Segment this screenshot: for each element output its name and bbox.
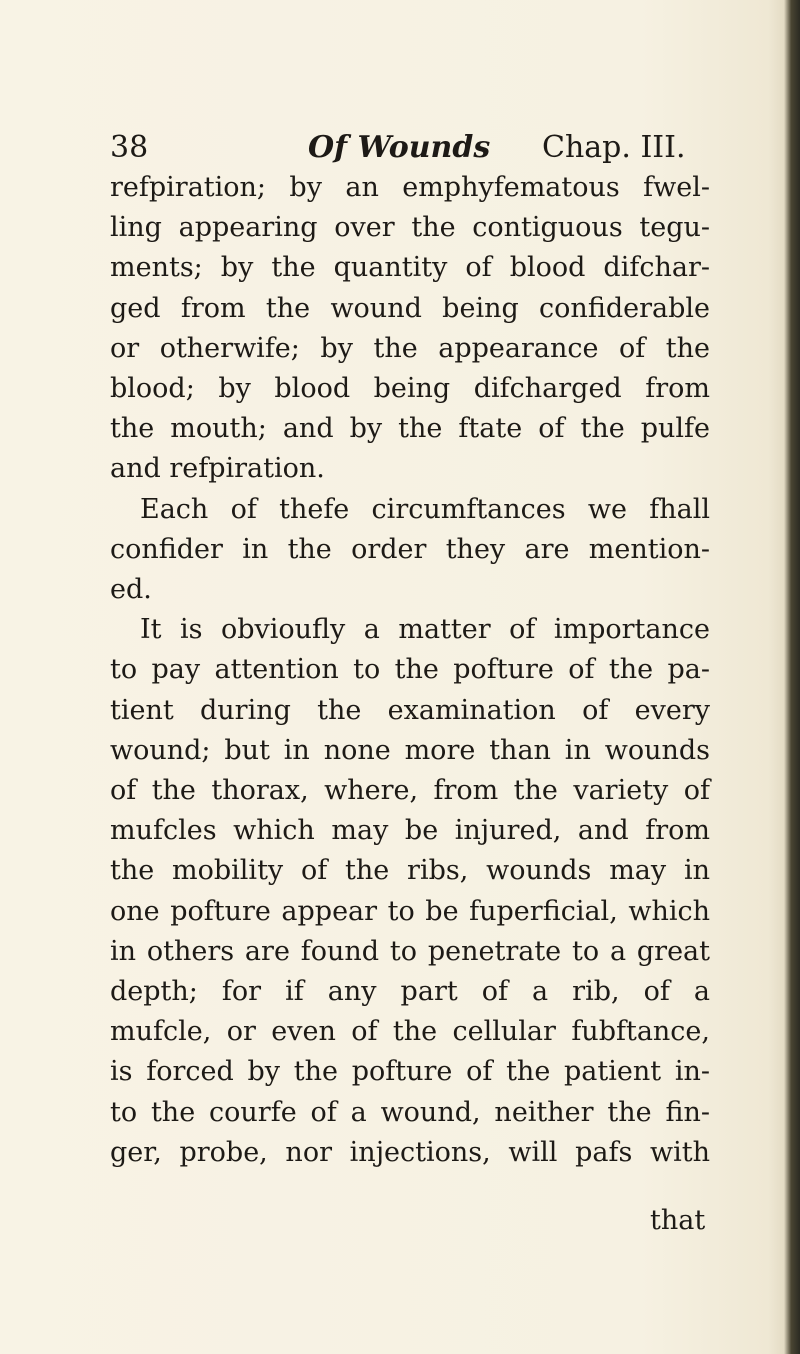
text-line: depth; for if any part of a rib, of a bbox=[110, 976, 710, 1008]
chapter-label: Chap. III. bbox=[542, 130, 686, 165]
text-line: the mobility of the ribs, wounds may in bbox=[110, 855, 710, 887]
text-line: in others are found to penetrate to a great bbox=[110, 935, 710, 967]
text-line: refpiration; by an emphyfematous fwel- bbox=[110, 172, 710, 203]
catchword: that bbox=[650, 1205, 706, 1236]
text-line: mufcle, or even of the cellular fubftance, bbox=[110, 1016, 710, 1048]
text-line: wound; but in none more than in wounds bbox=[110, 734, 710, 766]
text-line: ger, probe, nor injections, will pafs with bbox=[110, 1136, 710, 1168]
text-line: ged from the wound being confiderable bbox=[110, 292, 710, 324]
text-line: ments; by the quantity of blood difchar- bbox=[110, 252, 710, 284]
text-line: confider in the order they are mention- bbox=[110, 533, 710, 565]
text-line: ling appearing over the contiguous tegu- bbox=[110, 212, 710, 244]
text-line: Each of thefe circumftances we fhall bbox=[140, 493, 710, 525]
running-title: Of Wounds bbox=[308, 130, 491, 165]
text-line: or otherwife; by the appearance of the bbox=[110, 332, 710, 364]
text-line: is forced by the pofture of the patient in- bbox=[110, 1056, 710, 1088]
text-line: ed. bbox=[110, 574, 152, 606]
text-line: blood; by blood being difcharged from bbox=[110, 373, 710, 405]
binding-edge bbox=[784, 0, 800, 1354]
body-text bbox=[110, 168, 710, 1173]
text-line: and refpiration. bbox=[110, 453, 325, 485]
text-line: one pofture appear to be fuperficial, which bbox=[110, 895, 710, 927]
text-line: mufcles which may be injured, and from bbox=[110, 815, 710, 847]
text-line: It is obvioufly a matter of importance bbox=[140, 614, 710, 646]
text-line: tient during the examination of every bbox=[110, 694, 710, 726]
text-line: to the courfe of a wound, neither the fin- bbox=[110, 1096, 710, 1128]
text-line: to pay attention to the pofture of the pa- bbox=[110, 654, 710, 686]
text-line: of the thorax, where, from the variety of bbox=[110, 775, 710, 807]
page-number: 38 bbox=[110, 130, 149, 165]
text-line: the mouth; and by the ftate of the pulfe bbox=[110, 413, 710, 445]
